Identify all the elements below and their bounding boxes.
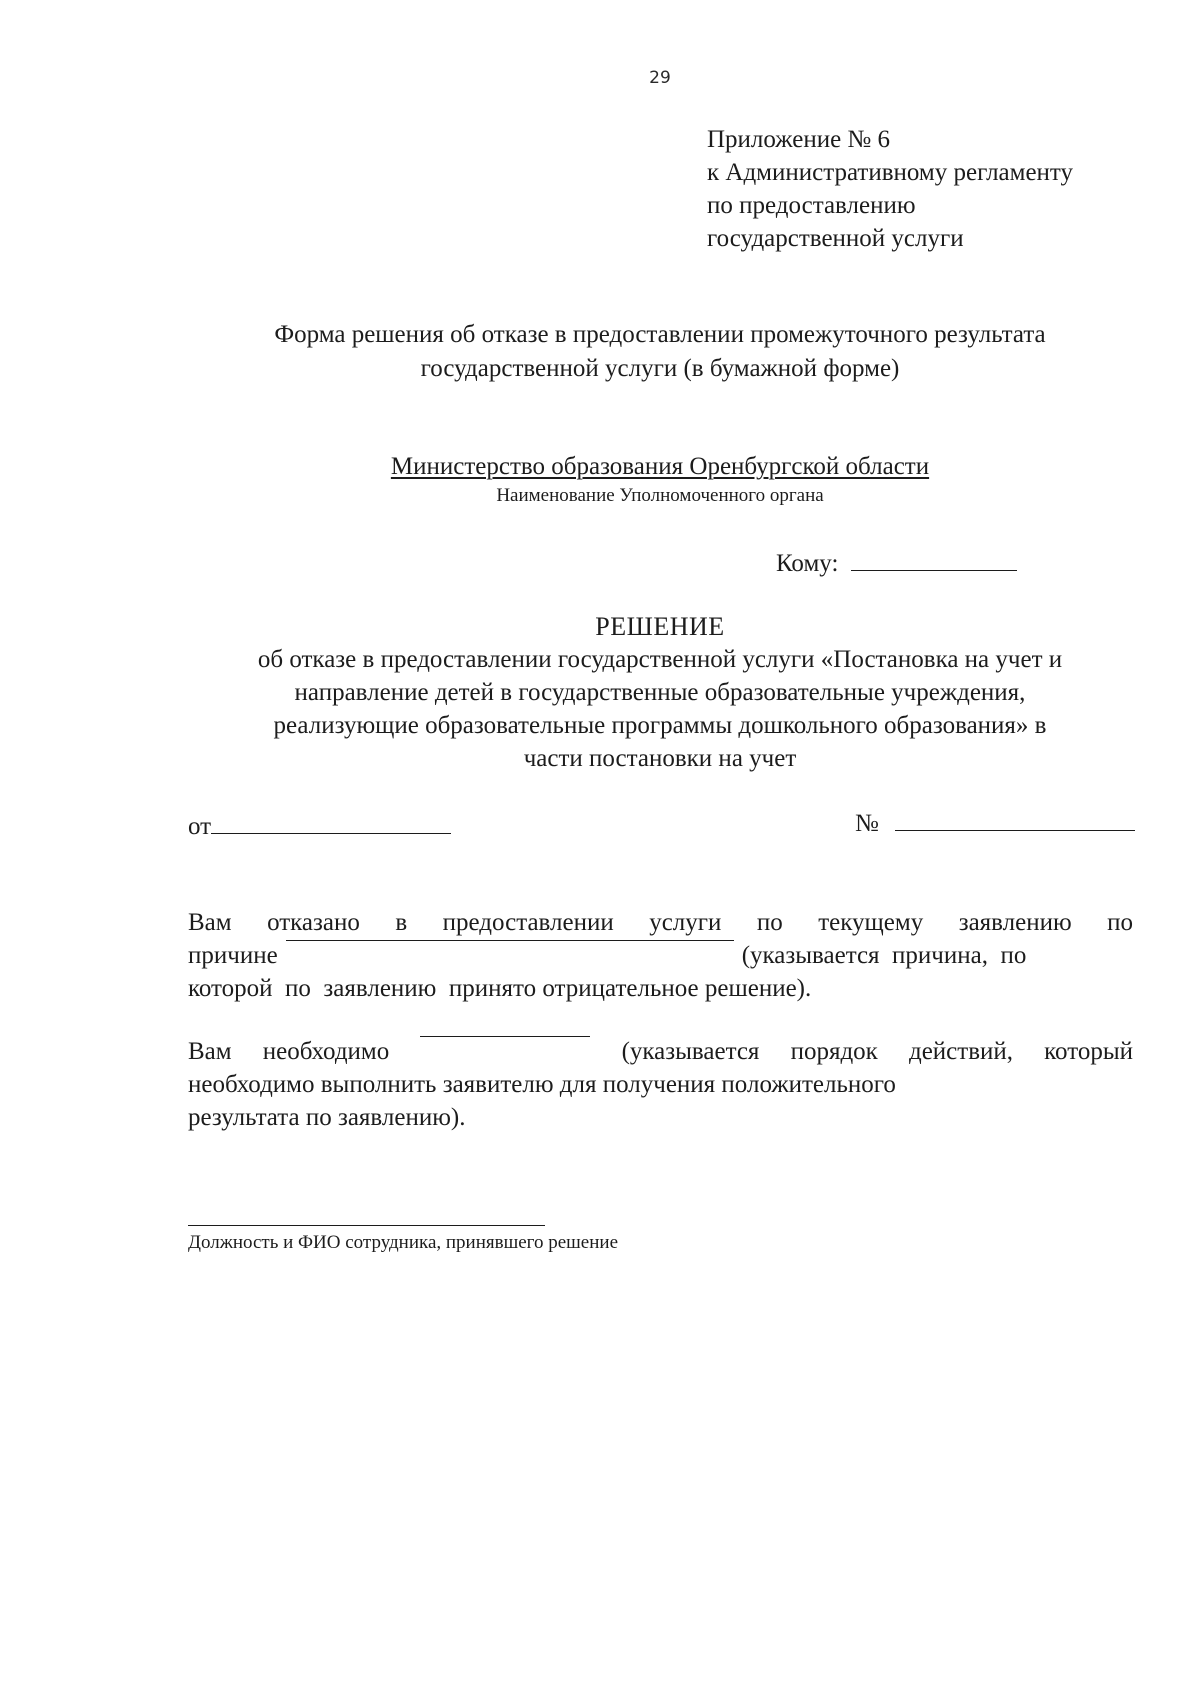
- word: Вам: [188, 909, 232, 936]
- word: действий,: [908, 1038, 1014, 1065]
- date-field: [188, 813, 451, 841]
- word: текущему: [818, 909, 924, 936]
- word: необходимо: [262, 1038, 390, 1065]
- reason-blank-line: [286, 939, 734, 941]
- word: в: [395, 909, 408, 936]
- reason-hint-continued: которой по заявлению принято отрицательное решение).: [188, 975, 812, 1002]
- actions-blank-line: [420, 1035, 590, 1037]
- date-label: от: [188, 813, 212, 840]
- word: Вам: [188, 1038, 232, 1065]
- paragraph-row: [188, 939, 1133, 972]
- form-title: [160, 318, 1160, 386]
- number-field: [855, 810, 1135, 838]
- appendix-line: к Административному регламенту: [707, 159, 1074, 186]
- word: порядок: [790, 1038, 878, 1065]
- paragraph-row: [188, 906, 1133, 939]
- appendix-header: [707, 123, 1073, 255]
- reason-hint: (указывается причина, по: [741, 942, 1027, 969]
- paragraph-row: [188, 972, 1133, 1005]
- word: (указывается: [621, 1038, 760, 1065]
- appendix-line: по предоставлению: [707, 192, 916, 219]
- appendix-line: государственной услуги: [707, 225, 964, 252]
- number-label: №: [855, 810, 879, 837]
- paragraph-row: [188, 1101, 1133, 1134]
- required-actions-paragraph: [188, 1035, 1133, 1134]
- signature-line: [188, 1225, 545, 1226]
- authority-caption: Наименование Уполномоченного органа: [496, 485, 824, 506]
- reason-label: причине: [188, 942, 278, 969]
- recipient-field: [776, 548, 1017, 580]
- word: отказано: [267, 909, 360, 936]
- recipient-label: Кому:: [776, 550, 839, 577]
- paragraph-row: [188, 1068, 1133, 1101]
- date-blank-line: [211, 832, 451, 834]
- appendix-line: Приложение № 6: [707, 126, 891, 153]
- actions-hint-continued: результата по заявлению).: [188, 1104, 466, 1131]
- word: по: [1107, 909, 1133, 936]
- number-blank-line: [895, 829, 1135, 831]
- authority-block: [160, 451, 1160, 509]
- actions-hint: необходимо выполнить заявителю для получения положительного: [188, 1071, 896, 1098]
- recipient-blank-line: [851, 569, 1017, 571]
- decision-heading: РЕШЕНИЕ: [595, 612, 725, 641]
- form-title-line: государственной услуги (в бумажной форме): [420, 355, 900, 382]
- decision-subject-line: части постановки на учет: [523, 745, 797, 772]
- word: предоставлении: [442, 909, 614, 936]
- signature-caption: Должность и ФИО сотрудника, принявшего решение: [188, 1232, 618, 1253]
- decision-subject-line: реализующие образовательные программы дошкольного образования» в: [273, 712, 1047, 739]
- decision-subject-line: об отказе в предоставлении государственной услуги «Постановка на учет и: [257, 646, 1063, 673]
- decision-subject-line: направление детей в государственные образовательные учреждения,: [294, 679, 1026, 706]
- word: который: [1044, 1038, 1133, 1065]
- word: заявлению: [958, 909, 1072, 936]
- word: по: [756, 909, 783, 936]
- form-title-line: Форма решения об отказе в предоставлении промежуточного результата: [274, 321, 1046, 348]
- refusal-reason-paragraph: [188, 906, 1133, 1005]
- word: услуги: [649, 909, 722, 936]
- authority-name: Министерство образования Оренбургской области: [390, 453, 930, 480]
- paragraph-row: [188, 1035, 1133, 1068]
- decision-block: [160, 610, 1160, 775]
- page-number: 29: [649, 68, 671, 88]
